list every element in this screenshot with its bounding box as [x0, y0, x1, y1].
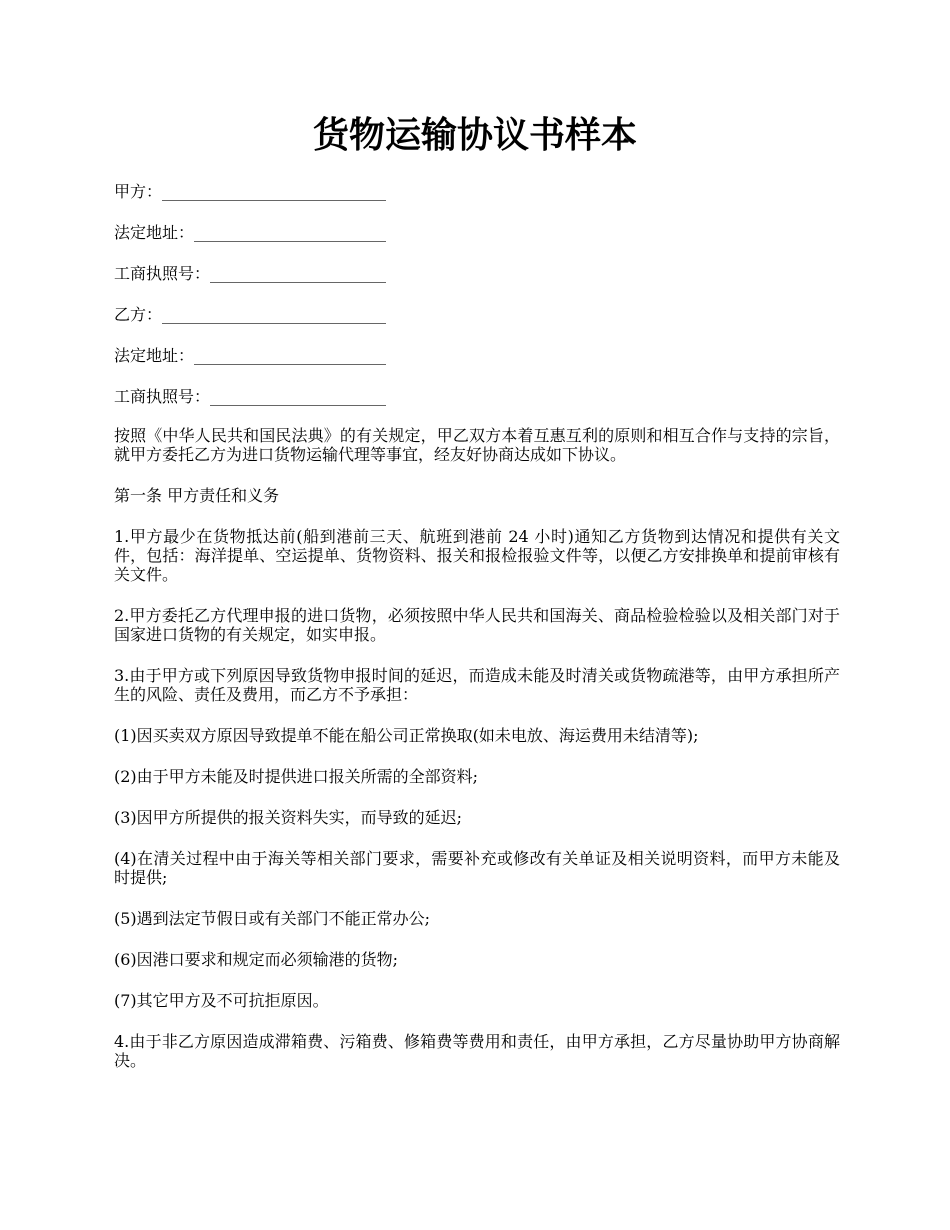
clause-4: 4.由于非乙方原因造成滞箱费、污箱费、修箱费等费用和责任，由甲方承担，乙方尽量协助甲方协商解决。 [114, 1032, 840, 1070]
field-label: 工商执照号： [114, 264, 211, 283]
sub-clause-2: (2)由于甲方未能及时提供进口报关所需的全部资料; [114, 767, 479, 786]
section-heading: 第一条 甲方责任和义务 [114, 486, 280, 505]
field-label: 法定地址： [114, 346, 195, 365]
field-party-b [114, 301, 844, 342]
field-party-b-license [114, 383, 844, 424]
sub-clause-5: (5)遇到法定节假日或有关部门不能正常办公; [114, 909, 431, 928]
field-underline: ______________________ [210, 387, 387, 406]
field-party-b-address [114, 342, 844, 383]
sub-clause-4: (4)在清关过程中由于海关等相关部门要求，需要补充或修改有关单证及相关说明资料，而甲方未能及时提供; [114, 849, 840, 887]
field-underline: ______________________ [210, 264, 387, 283]
field-label: 工商执照号： [114, 387, 211, 406]
clause-1: 1.甲方最少在货物抵达前(船到港前三天、航班到港前 24 小时)通知乙方货物到达情况和提供有关文件，包括：海洋提单、空运提单、货物资料、报关和报检报验文件等，以便乙方安排换单和提前审核有关文件。 [114, 527, 840, 584]
sub-clause-7: (7)其它甲方及不可抗拒原因。 [114, 991, 329, 1010]
document-title: 货物运输协议书样本 [312, 114, 637, 156]
field-label: 乙方： [114, 305, 163, 324]
sub-clause-1: (1)因买卖双方原因导致提单不能在船公司正常换取(如未电放、海运费用未结清等); [114, 726, 699, 745]
field-underline: ____________________________ [162, 182, 387, 201]
party-fields [114, 178, 844, 424]
sub-clause-3: (3)因甲方所提供的报关资料失实，而导致的延迟; [114, 808, 463, 827]
field-party-a [114, 178, 844, 219]
field-label: 甲方： [114, 182, 163, 201]
paragraph-preamble: 按照《中华人民共和国民法典》的有关规定，甲乙双方本着互惠互利的原则和相互合作与支持的宗旨，就甲方委托乙方为进口货物运输代理等事宜，经友好协商达成如下协议。 [114, 426, 840, 464]
field-label: 法定地址： [114, 223, 195, 242]
clause-3: 3.由于甲方或下列原因导致货物申报时间的延迟，而造成未能及时清关或货物疏港等，由甲方承担所产生的风险、责任及费用，而乙方不予承担： [114, 666, 840, 704]
clause-2: 2.甲方委托乙方代理申报的进口货物，必须按照中华人民共和国海关、商品检验检验以及相关部门对于国家进口货物的有关规定，如实申报。 [114, 606, 840, 644]
field-underline: ________________________ [194, 346, 387, 365]
agreement-body [114, 426, 840, 1092]
field-underline: ____________________________ [162, 305, 387, 324]
sub-clause-6: (6)因港口要求和规定而必须输港的货物; [114, 950, 399, 969]
field-party-a-license [114, 260, 844, 301]
field-underline: ________________________ [194, 223, 387, 242]
field-party-a-address [114, 219, 844, 260]
